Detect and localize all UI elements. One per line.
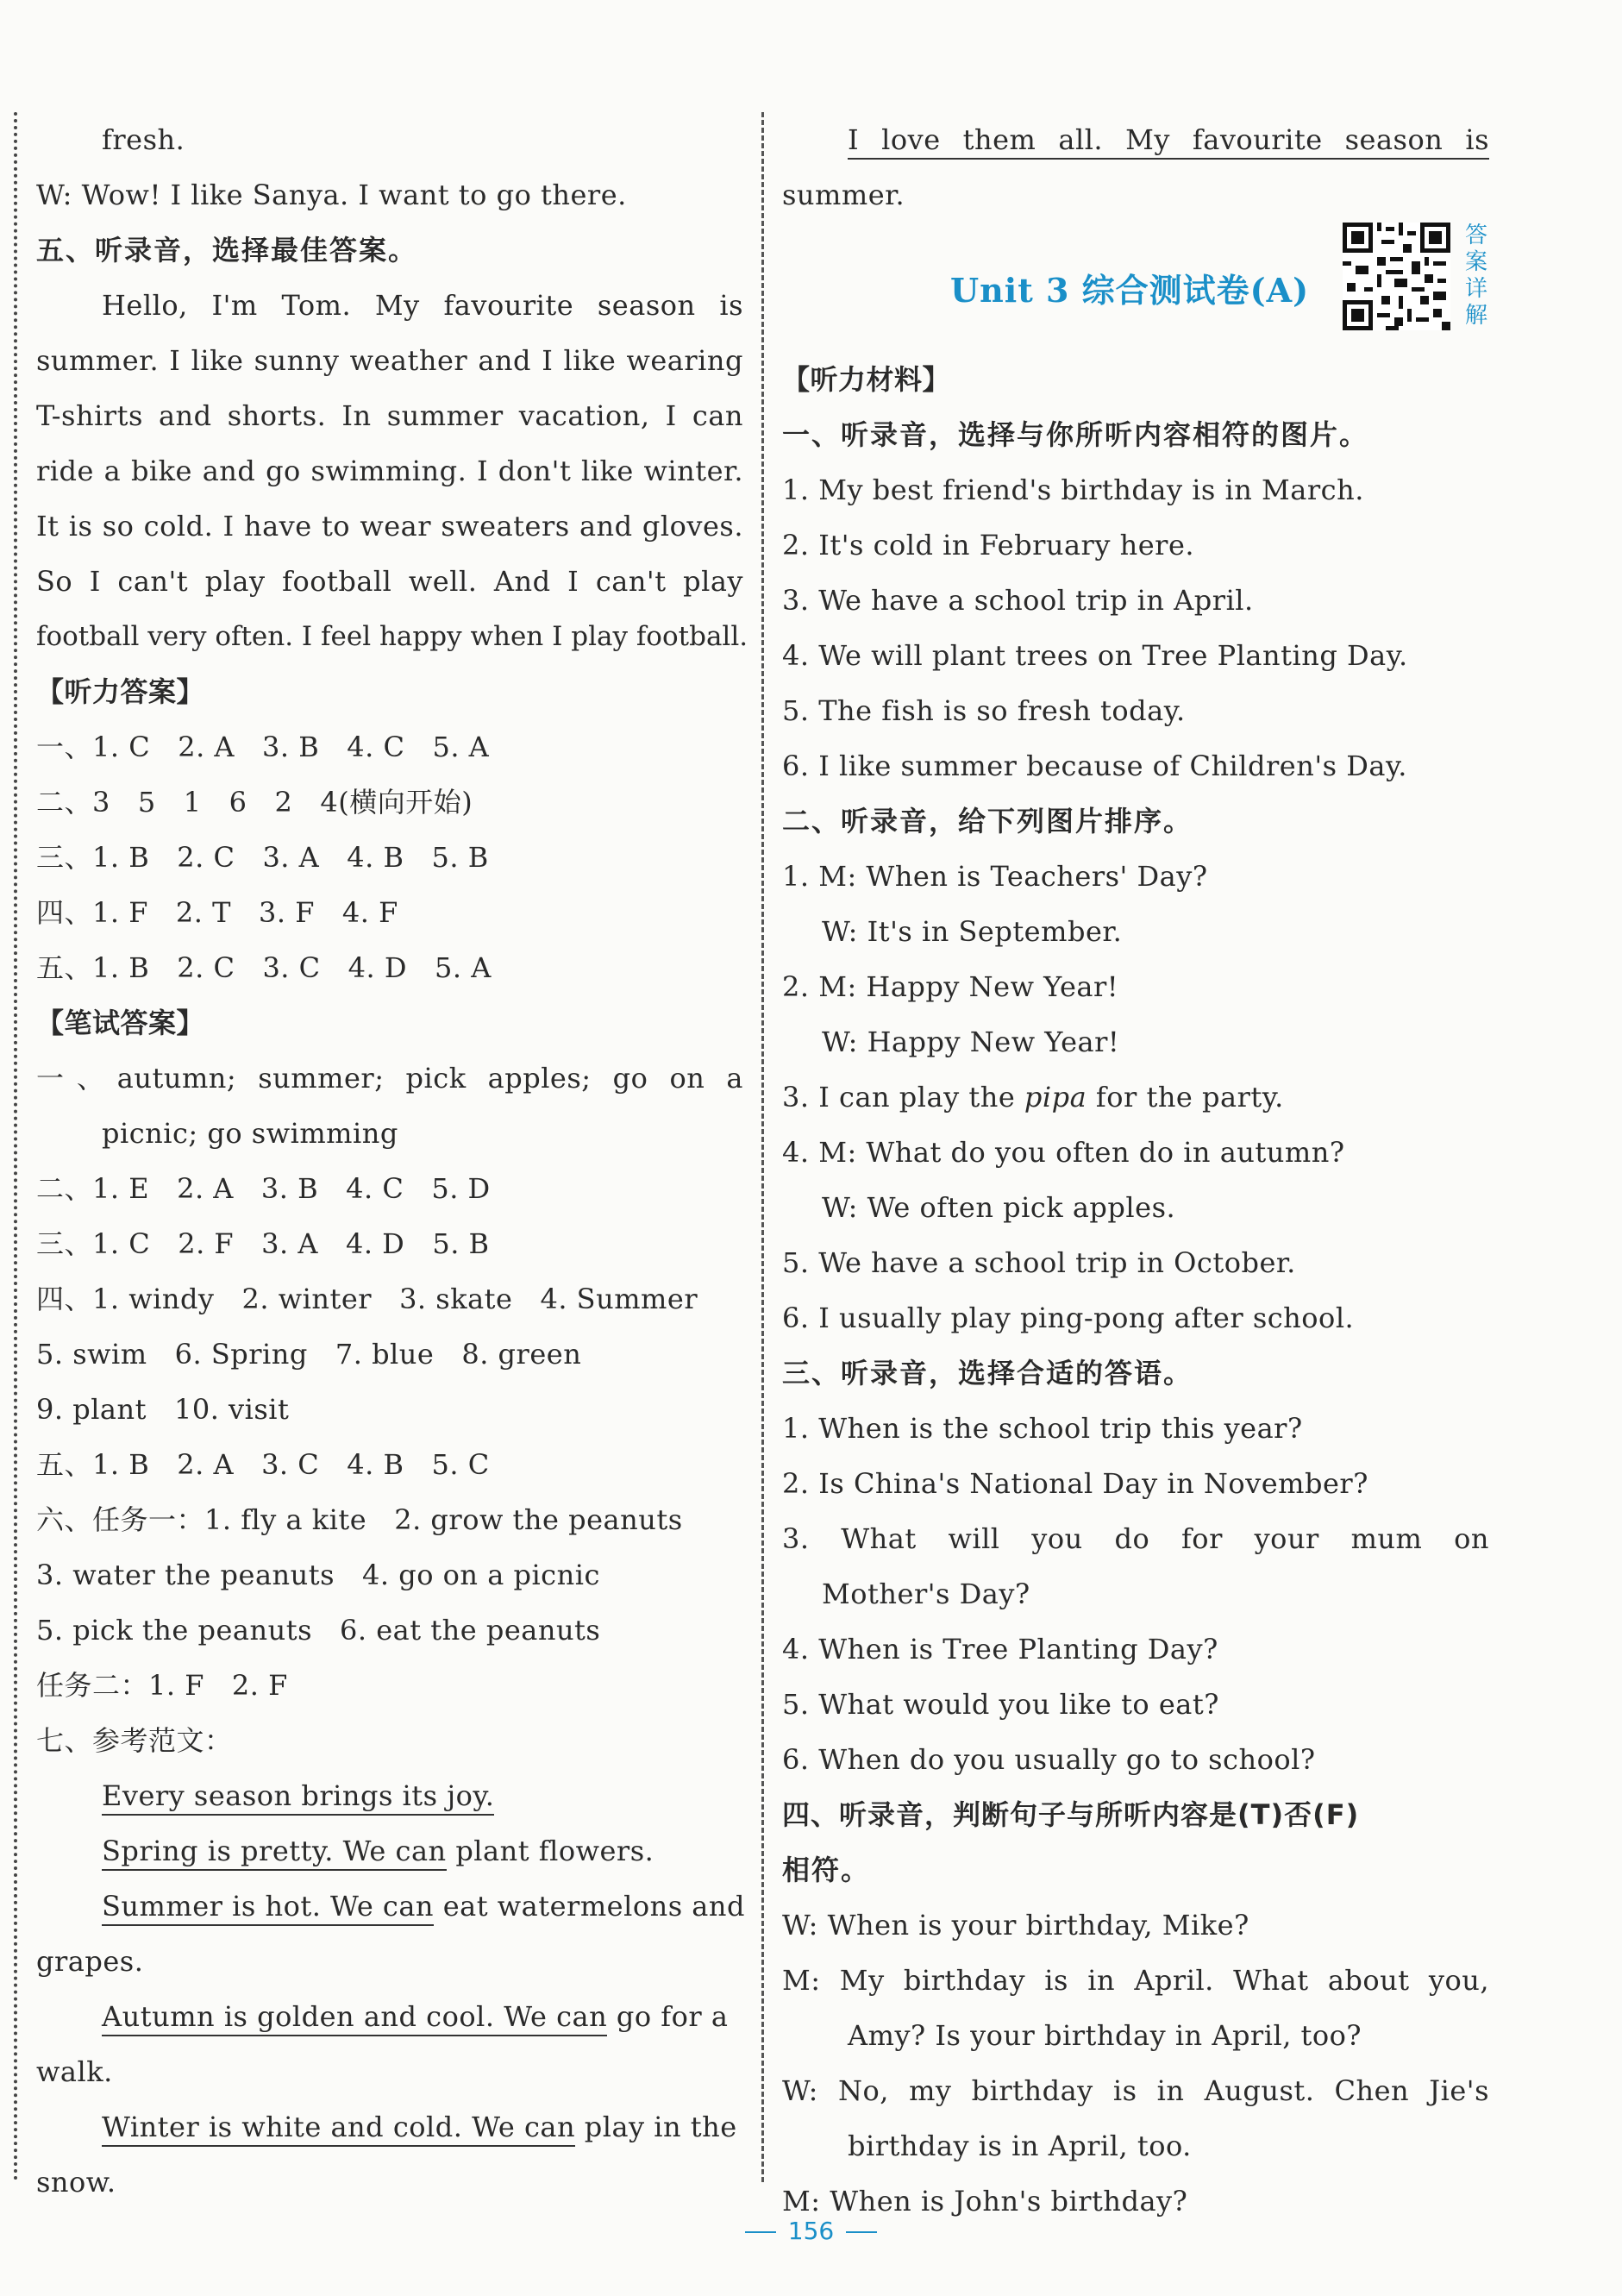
essay-line xyxy=(36,1768,743,1823)
text-line: W: It's in September. xyxy=(822,915,1123,948)
text-line: 2. It's cold in February here. xyxy=(782,529,1195,561)
answer-line: 三、1. C 2. F 3. A 4. D 5. B xyxy=(36,1227,490,1260)
text-line: W: No, my birthday is in August. Chen Jie's xyxy=(782,2074,1489,2107)
text-line: It is so cold. I have to wear sweaters and gloves. xyxy=(36,510,743,543)
answer-line: 五、1. B 2. C 3. C 4. D 5. A xyxy=(36,951,492,984)
text-line: 3. We have a school trip in April. xyxy=(782,584,1254,617)
text-line: Mother's Day? xyxy=(822,1578,1030,1610)
text-line: 6. I usually play ping-pong after school. xyxy=(782,1302,1355,1334)
text-line: 6. When do you usually go to school? xyxy=(782,1743,1316,1776)
answer-line: 五、1. B 2. A 3. C 4. B 5. C xyxy=(36,1448,490,1481)
text-line: 1. When is the school trip this year? xyxy=(782,1412,1303,1445)
essay-text: play in the xyxy=(575,2111,737,2143)
column-divider xyxy=(761,112,764,2182)
essay-line: grapes. xyxy=(36,1945,144,1978)
answer-line: 六、任务一：1. fly a kite 2. grow the peanuts xyxy=(36,1503,683,1536)
text-line: So I can't play football well. And I can't play xyxy=(36,565,743,598)
underlined-text: Summer is hot. We can xyxy=(102,1890,434,1926)
footer-dash xyxy=(846,2231,877,2233)
answer-line: 四、1. F 2. T 3. F 4. F xyxy=(36,896,398,929)
essay-line xyxy=(36,1989,743,2044)
text-line: Amy? Is your birthday in April, too? xyxy=(848,2019,1362,2052)
binding-edge xyxy=(14,112,17,2182)
section-heading: 四、听录音，判断句子与所听内容是(T)否(F) xyxy=(782,1798,1360,1831)
answer-line: 9. plant 10. visit xyxy=(36,1393,290,1426)
essay-text: eat watermelons and xyxy=(434,1890,745,1923)
answer-line: picnic; go swimming xyxy=(102,1117,398,1150)
text-line: birthday is in April, too. xyxy=(848,2130,1192,2162)
text-line: 6. I like summer because of Children's Day. xyxy=(782,750,1407,782)
essay-line: snow. xyxy=(36,2166,116,2199)
qr-code-icon[interactable] xyxy=(1343,223,1450,330)
text-line: summer. I like sunny weather and I like wearing xyxy=(36,344,743,377)
text-line: W: Wow! I like Sanya. I want to go there. xyxy=(36,179,627,211)
answer-line: 5. pick the peanuts 6. eat the peanuts xyxy=(36,1614,601,1647)
section-title-row xyxy=(782,223,1489,352)
answer-line: 任务二：1. F 2. F xyxy=(36,1669,288,1702)
text-line: 2. M: Happy New Year! xyxy=(782,970,1119,1003)
underlined-text: Winter is white and cold. We can xyxy=(102,2111,575,2147)
essay-line: walk. xyxy=(36,2055,113,2088)
text-line: 3. What will you do for your mum on xyxy=(782,1522,1489,1555)
underlined-text: I love them all. My favourite season is xyxy=(848,123,1489,160)
text-line: W: Happy New Year! xyxy=(822,1026,1120,1058)
underlined-text: Autumn is golden and cool. We can xyxy=(102,2000,607,2036)
qr-label: 答案详解 xyxy=(1464,223,1487,329)
text-line: ride a bike and go swimming. I don't like winter. xyxy=(36,455,743,487)
text-line: 5. We have a school trip in October. xyxy=(782,1246,1296,1279)
section-heading: 三、听录音，选择合适的答语。 xyxy=(782,1357,1193,1390)
text-line: 5. The fish is so fresh today. xyxy=(782,694,1186,727)
text-line: 4. M: What do you often do in autumn? xyxy=(782,1136,1345,1169)
text-line xyxy=(782,1070,1489,1125)
section-heading: 五、听录音，选择最佳答案。 xyxy=(36,234,418,267)
page-number: 156 xyxy=(787,2217,835,2245)
section-heading: 【笔试答案】 xyxy=(36,1007,205,1039)
underlined-text: Spring is pretty. We can xyxy=(102,1835,447,1871)
essay-line xyxy=(36,1879,743,1934)
answer-line: 三、1. B 2. C 3. A 4. B 5. B xyxy=(36,841,489,874)
answer-line: 一、1. C 2. A 3. B 4. C 5. A xyxy=(36,731,490,763)
section-heading: 【听力答案】 xyxy=(36,675,205,708)
answer-line: 七、参考范文： xyxy=(36,1724,233,1757)
text-line: 4. We will plant trees on Tree Planting Day. xyxy=(782,639,1408,672)
text-line: 5. What would you like to eat? xyxy=(782,1688,1219,1721)
answer-line: 3. water the peanuts 4. go on a picnic xyxy=(36,1559,600,1591)
text-part: for the party. xyxy=(1087,1081,1284,1113)
page-footer xyxy=(0,2217,1622,2245)
essay-line xyxy=(782,112,1489,167)
text-line: M: My birthday is in April. What about you, xyxy=(782,1964,1489,1997)
page-title: Unit 3 综合测试卷(A) xyxy=(950,271,1310,310)
text-line: 1. My best friend's birthday is in March. xyxy=(782,474,1364,506)
essay-text: plant flowers. xyxy=(446,1835,654,1867)
answer-line: 二、3 5 1 6 2 4(横向开始) xyxy=(36,786,473,819)
italic-word: pipa xyxy=(1024,1081,1087,1113)
text-part: 3. I can play the xyxy=(782,1081,1024,1113)
text-line: T-shirts and shorts. In summer vacation, I can xyxy=(36,399,743,432)
section-heading: 二、听录音，给下列图片排序。 xyxy=(782,805,1193,837)
essay-line xyxy=(36,2099,743,2155)
section-heading: 相符。 xyxy=(782,1854,871,1886)
underlined-text: Every season brings its joy. xyxy=(102,1779,494,1816)
footer-dash xyxy=(745,2231,776,2233)
text-line: Hello, I'm Tom. My favourite season is xyxy=(102,289,743,322)
answer-line: 一、autumn; summer; pick apples; go on a xyxy=(36,1062,743,1095)
section-heading: 【听力材料】 xyxy=(782,363,951,396)
text-line: fresh. xyxy=(102,123,185,156)
essay-line: summer. xyxy=(782,179,905,211)
essay-text: go for a xyxy=(607,2000,729,2033)
answer-line: 四、1. windy 2. winter 3. skate 4. Summer xyxy=(36,1283,698,1315)
text-line: football very often. I feel happy when I play football. xyxy=(36,621,748,652)
section-heading: 一、听录音，选择与你所听内容相符的图片。 xyxy=(782,418,1369,451)
answer-line: 二、1. E 2. A 3. B 4. C 5. D xyxy=(36,1172,491,1205)
text-line: W: When is your birthday, Mike? xyxy=(782,1909,1249,1942)
answer-line: 5. swim 6. Spring 7. blue 8. green xyxy=(36,1338,582,1371)
text-line: 1. M: When is Teachers' Day? xyxy=(782,860,1208,893)
text-line: 2. Is China's National Day in November? xyxy=(782,1467,1368,1500)
text-line: M: When is John's birthday? xyxy=(782,2185,1188,2218)
essay-line xyxy=(36,1823,743,1879)
right-column xyxy=(782,112,1489,2229)
text-line: W: We often pick apples. xyxy=(822,1191,1176,1224)
left-column xyxy=(36,112,748,2210)
text-line: 4. When is Tree Planting Day? xyxy=(782,1633,1218,1666)
